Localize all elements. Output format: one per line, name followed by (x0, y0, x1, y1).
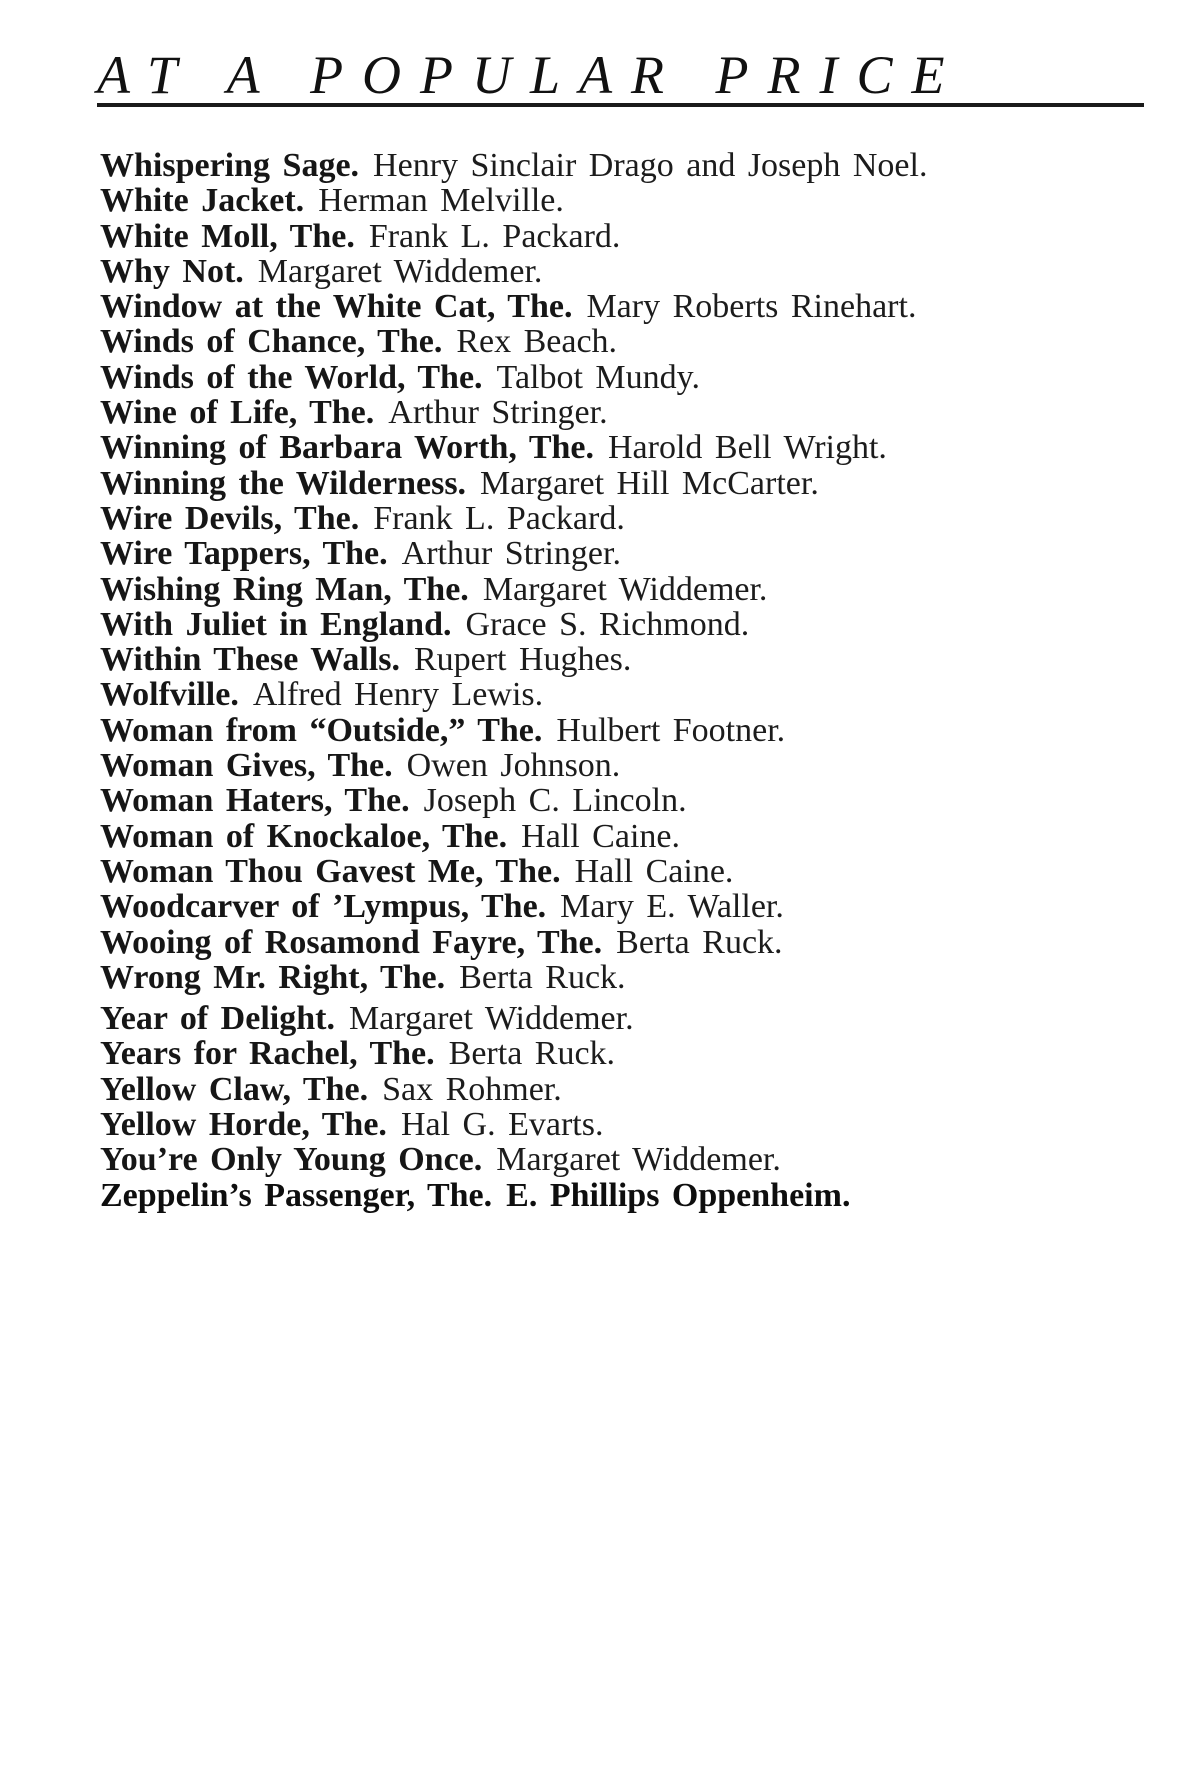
book-author: Harold Bell Wright. (608, 429, 887, 467)
book-author: Henry Sinclair Drago and Joseph Noel. (373, 147, 928, 184)
book-title: Woman Thou Gavest Me, The. (100, 852, 561, 890)
book-author: Margaret Widdemer. (348, 1000, 634, 1038)
book-author: Arthur Stringer. (401, 535, 621, 573)
book-author: Berta Ruck. (459, 958, 626, 996)
book-title: Wire Devils, The. (100, 499, 360, 537)
book-entry (100, 677, 1150, 712)
book-title: You’re Only Young Once. (100, 1141, 483, 1179)
book-author: Arthur Stringer. (388, 394, 608, 432)
book-entry (100, 1001, 1150, 1036)
book-title: Winds of Chance, The. (100, 323, 443, 361)
book-author: Margaret Widdemer. (482, 570, 768, 608)
book-entry (100, 466, 1150, 501)
book-author: Frank L. Packard. (368, 217, 621, 255)
book-entry (100, 1072, 1150, 1107)
book-title: Wine of Life, The. (100, 394, 375, 432)
book-entry (100, 536, 1150, 571)
book-entry (100, 960, 1150, 995)
book-author: Frank L. Packard. (373, 499, 625, 537)
book-entry (100, 148, 1150, 183)
book-title: Zeppelin’s Passenger, The. (100, 1176, 493, 1214)
book-author: Talbot Mundy. (496, 358, 700, 396)
book-entry (100, 854, 1150, 889)
book-entry (100, 430, 1150, 465)
book-entry (100, 324, 1150, 359)
book-entry (100, 642, 1150, 677)
book-author: Hall Caine. (574, 852, 734, 890)
book-title: Woman from “Outside,” The. (100, 711, 543, 749)
book-title: Years for Rachel, The. (100, 1035, 435, 1073)
book-author: Mary Roberts Rinehart. (586, 288, 917, 326)
book-entry (100, 254, 1150, 289)
book-title: White Moll, The. (100, 217, 355, 255)
book-entry (100, 360, 1150, 395)
book-entry (100, 889, 1150, 924)
book-author: Owen Johnson. (406, 747, 621, 785)
book-title: Yellow Horde, The. (100, 1106, 387, 1144)
book-author: Alfred Henry Lewis. (252, 676, 544, 714)
book-title: Woman Haters, The. (100, 782, 410, 820)
book-author: Mary E. Waller. (560, 888, 784, 926)
header-rule (97, 103, 1144, 107)
book-author: Berta Ruck. (448, 1035, 616, 1073)
book-title: Wishing Ring Man, The. (100, 570, 469, 608)
book-author: Herman Melville. (318, 182, 564, 220)
book-title: Winds of the World, The. (100, 358, 483, 396)
running-head: AT A POPULAR PRICE (97, 45, 964, 105)
book-list (100, 148, 1150, 1213)
book-entry (100, 395, 1150, 430)
book-entry (100, 819, 1150, 854)
book-title: Window at the White Cat, The. (100, 288, 573, 326)
book-title: Woodcarver of ’Lympus, The. (100, 888, 547, 926)
book-title: Woman Gives, The. (100, 747, 393, 785)
book-entry (100, 289, 1150, 324)
book-title: White Jacket. (100, 182, 305, 220)
book-author: Sax Rohmer. (382, 1070, 562, 1108)
book-author: Margaret Widdemer. (257, 252, 543, 290)
book-title: Woman of Knockaloe, The. (100, 817, 508, 855)
book-title: Wolfville. (100, 676, 239, 714)
book-author: Hulbert Footner. (556, 711, 786, 749)
book-author: Rupert Hughes. (413, 641, 632, 679)
book-entry (100, 713, 1150, 748)
book-title: Winning of Barbara Worth, The. (100, 429, 594, 467)
book-entry (100, 1178, 1150, 1213)
book-title: Within These Walls. (100, 641, 400, 679)
book-author: Hall Caine. (521, 817, 680, 855)
book-entry (100, 925, 1150, 960)
book-author: Joseph C. Lincoln. (423, 782, 687, 820)
book-entry (100, 1142, 1150, 1177)
book-title: Wire Tappers, The. (100, 535, 388, 573)
book-author: Margaret Widdemer. (496, 1141, 781, 1179)
book-author: Hal G. Evarts. (400, 1106, 604, 1144)
book-author: Berta Ruck. (616, 923, 783, 961)
book-title: Wooing of Rosamond Fayre, The. (100, 923, 603, 961)
book-author: Rex Beach. (456, 323, 618, 361)
book-entry (100, 1107, 1150, 1142)
book-author: Grace S. Richmond. (465, 605, 750, 643)
book-entry (100, 1036, 1150, 1071)
book-entry (100, 572, 1150, 607)
book-title: Whispering Sage. (100, 147, 360, 184)
book-entry (100, 219, 1150, 254)
book-entry (100, 783, 1150, 818)
book-entry (100, 501, 1150, 536)
book-entry (100, 748, 1150, 783)
book-entry (100, 183, 1150, 218)
book-author: Margaret Hill McCarter. (480, 464, 819, 502)
book-title: With Juliet in England. (100, 605, 452, 643)
book-title: Yellow Claw, The. (100, 1070, 369, 1108)
book-author: E. Phillips Oppenheim. (506, 1176, 851, 1214)
book-title: Wrong Mr. Right, The. (100, 958, 446, 996)
book-title: Why Not. (100, 252, 244, 290)
book-title: Winning the Wilderness. (100, 464, 467, 502)
book-entry (100, 607, 1150, 642)
book-title: Year of Delight. (100, 1000, 335, 1038)
